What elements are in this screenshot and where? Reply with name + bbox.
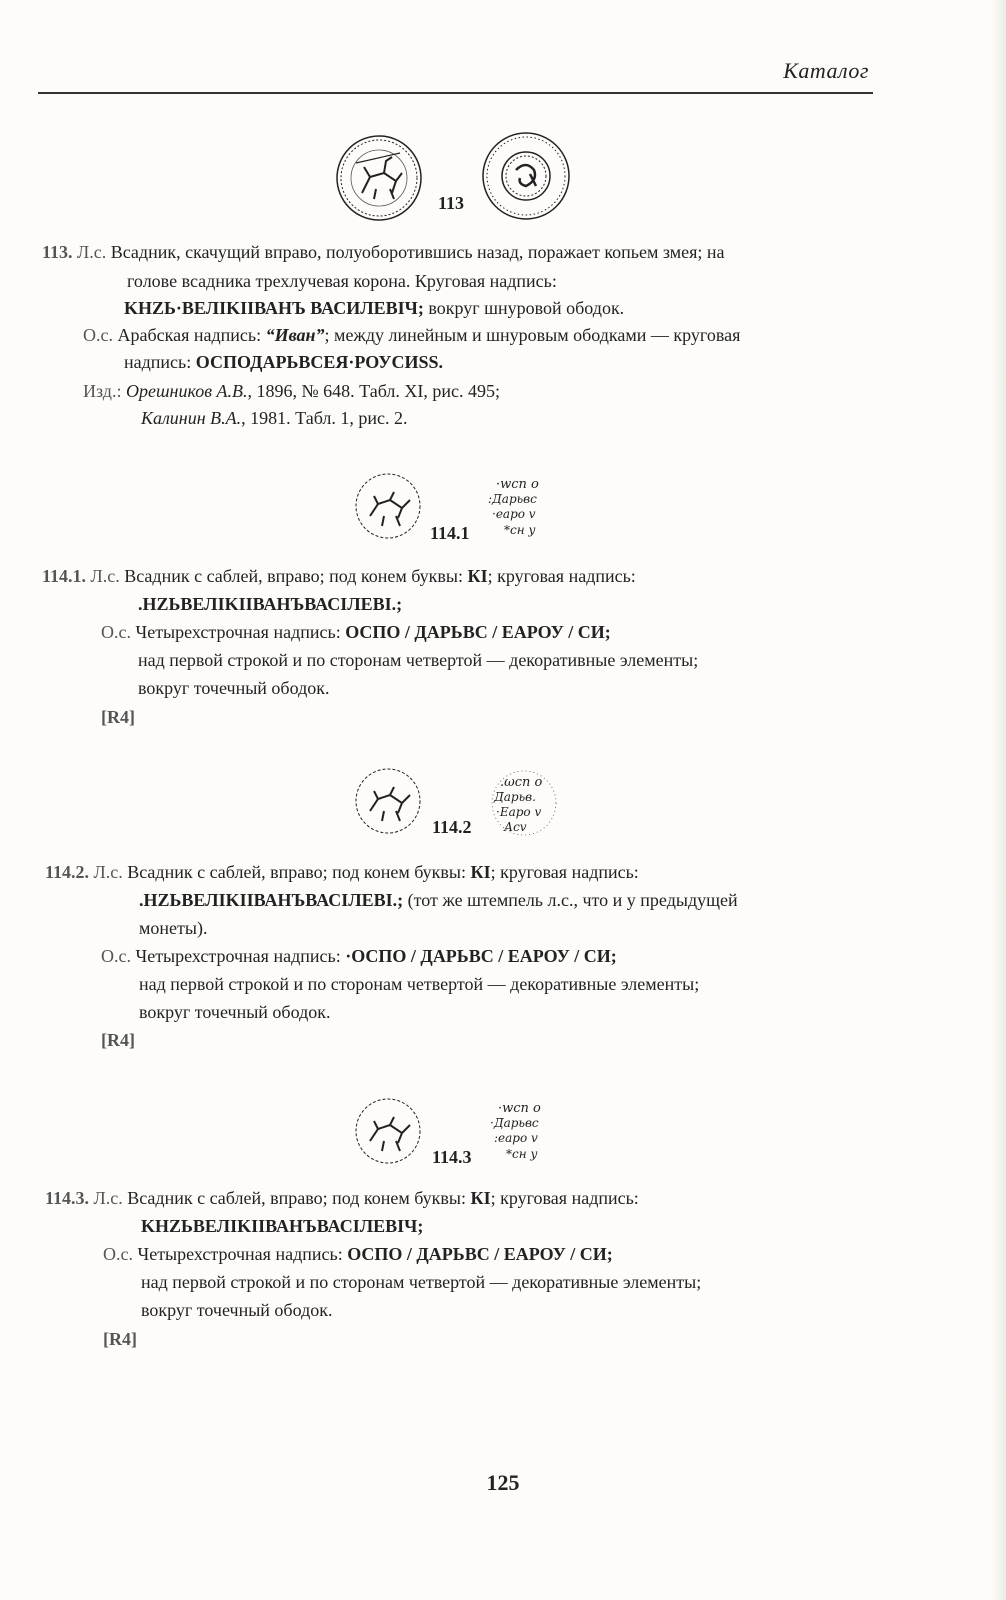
coin-114-3-reverse-drawing: [484, 1094, 568, 1166]
text: Четырехстрочная надпись:: [137, 1244, 348, 1264]
text: Арабская надпись:: [117, 325, 266, 345]
entry-114-3-line-4: над первой строкой и по сторонам четвертой — декоративные элементы;: [141, 1272, 702, 1292]
obverse-label: Л.с.: [93, 862, 123, 882]
entry-114-2-line-6: вокруг точечный ободок.: [139, 1002, 331, 1022]
reverse-label: О.с.: [103, 1244, 133, 1264]
coin-113-reverse-drawing: [480, 130, 572, 222]
entry-113-line-3: [124, 297, 624, 319]
entry-113-line-4: [83, 324, 740, 346]
letters: КI: [470, 1188, 491, 1208]
legend-text: KHZЬВЕЛIKIIВАНЪВАСIЛЕВIЧ;: [141, 1216, 424, 1236]
entry-114-2-line-4: [101, 945, 617, 967]
running-header: [38, 58, 873, 94]
rarity-label: [101, 1029, 135, 1051]
svg-text:·Еаро v: ·Еаро v: [496, 805, 542, 819]
reverse-label: О.с.: [101, 622, 131, 642]
coin-114-2-reverse-drawing: [486, 768, 562, 838]
svg-text:Асv: Асv: [504, 820, 527, 834]
text: Четырехстрочная надпись:: [135, 946, 346, 966]
entry-114-1-line-4: над первой строкой и по сторонам четвертой — декоративные элементы;: [138, 650, 699, 670]
reverse-label: О.с.: [101, 946, 131, 966]
entry-113-line-7: [141, 407, 408, 429]
entry-114-3-number: 114.3.: [45, 1188, 90, 1208]
coin-114-3-obverse-drawing: [352, 1095, 424, 1167]
entry-114-3-line-5: вокруг точечный ободок.: [141, 1300, 333, 1320]
entry-113-line-2: голове всадника трехлучевая корона. Круговая надпись:: [127, 271, 557, 291]
figure-label-114-2: 114.2: [432, 817, 472, 837]
obverse-label: Л.с.: [93, 1188, 123, 1208]
entry-114-3-line-3: [103, 1243, 613, 1265]
legend-text: .HZЬВЕЛIKIIВАНЪВАСIЛЕВI.;: [139, 890, 404, 910]
text: Всадник с саблей, вправо; под конем буквы:: [127, 1188, 471, 1208]
rarity-label: [101, 706, 135, 728]
svg-text::Дарьвс: :Дарьвс: [488, 492, 537, 506]
entry-114-2-number: 114.2.: [45, 862, 90, 882]
entry-114-1-line-3: [101, 621, 611, 643]
entry-114-1-line-2: [138, 593, 402, 615]
literature-label: Изд.:: [83, 381, 122, 401]
coin-114-1-reverse-drawing: [482, 470, 566, 542]
text: Всадник, скачущий вправо, полуоборотившись назад, поражает копьем змея; на: [110, 242, 725, 262]
entry-113-line-6: [83, 380, 500, 402]
text: Всадник с саблей, вправо; под конем буквы:: [124, 566, 468, 586]
entry-114-1-line-5: вокруг точечный ободок.: [138, 678, 330, 698]
reverse-label: О.с.: [83, 325, 113, 345]
entry-114-3-line-1: [45, 1187, 639, 1209]
text: , 1981. Табл. 1, рис. 2.: [241, 408, 408, 428]
svg-text:*сн y: *сн y: [504, 523, 536, 537]
entry-114-1-line-1: [42, 565, 636, 587]
text: (тот же штемпель л.с., что и у предыдущей: [403, 890, 738, 910]
entry-113-number: 113.: [42, 242, 73, 262]
svg-text:·wсп о: ·wсп о: [498, 1101, 541, 1116]
entry-113-line-1: [42, 241, 725, 263]
svg-text:*сн y: *сн y: [506, 1147, 538, 1161]
rarity-value: [R4]: [103, 1329, 137, 1349]
obverse-label: Л.с.: [77, 242, 107, 262]
rarity-value: [R4]: [101, 1030, 135, 1050]
svg-text::еаро v: :еаро v: [494, 1131, 538, 1145]
svg-text:Дарьв.: Дарьв.: [494, 790, 536, 804]
entry-114-2-line-3: монеты).: [139, 918, 208, 938]
coin-113-obverse-drawing: [334, 133, 424, 223]
text: ; между линейным и шнуровым ободками — круговая: [324, 325, 741, 345]
coin-114-2-obverse-drawing: [352, 765, 424, 837]
page-gutter-shadow: [992, 0, 1006, 1600]
letters: КI: [467, 566, 488, 586]
page-number: 125: [486, 1470, 520, 1495]
rarity-label: [103, 1328, 137, 1350]
text: вокруг шнуровой ободок.: [423, 298, 625, 318]
legend-text: ОСПОДАРЬВСЕЯ·РОУСИSS.: [195, 352, 443, 372]
legend-text: ОСПО / ДАРЬВС / ЕАРОУ / СИ;: [345, 622, 611, 642]
svg-text:·wсп о: ·wсп о: [496, 477, 539, 492]
author: Орешников А.В.: [125, 381, 248, 401]
text: Всадник с саблей, вправо; под конем буквы:: [127, 862, 471, 882]
entry-114-2-line-2: [139, 889, 738, 911]
obverse-label: Л.с.: [90, 566, 120, 586]
entry-114-1-number: 114.1.: [42, 566, 87, 586]
legend-text: .HZЬВЕЛIKIIВАНЪВАСIЛЕВI.;: [138, 594, 403, 614]
entry-114-3-line-2: [141, 1215, 423, 1237]
coin-114-1-obverse-drawing: [352, 470, 424, 542]
legend-text: ·ОСПО / ДАРЬВС / ЕАРОУ / СИ;: [345, 946, 617, 966]
entry-114-2-line-5: над первой строкой и по сторонам четвертой — декоративные элементы;: [139, 974, 700, 994]
header-title: Каталог: [783, 58, 869, 83]
figure-label-114-3: 114.3: [432, 1147, 472, 1167]
entry-113-line-5: [124, 351, 443, 373]
arabic-legend: “Иван”: [265, 325, 325, 345]
figure-label-114-1: 114.1: [430, 523, 470, 543]
letters: КI: [470, 862, 491, 882]
svg-text:·Дарьвс: ·Дарьвс: [490, 1116, 539, 1130]
figure-label-113: 113: [438, 193, 465, 213]
text: ; круговая надпись:: [490, 1188, 639, 1208]
legend-text: KHZЬ·ВЕЛIKIIВАНЪ ВАСИЛЕВIЧ;: [124, 298, 424, 318]
entry-114-2-line-1: [45, 861, 639, 883]
text: ; круговая надпись:: [487, 566, 636, 586]
text: , 1896, № 648. Табл. XI, рис. 495;: [247, 381, 501, 401]
text: ; круговая надпись:: [490, 862, 639, 882]
rarity-value: [R4]: [101, 707, 135, 727]
text: Четырехстрочная надпись:: [135, 622, 346, 642]
legend-text: ОСПО / ДАРЬВС / ЕАРОУ / СИ;: [347, 1244, 613, 1264]
text: надпись:: [124, 352, 196, 372]
author: Калинин В.А.: [141, 408, 242, 428]
svg-text:.ωсп о: .ωсп о: [500, 775, 543, 790]
svg-text:·еаро v: ·еаро v: [492, 507, 536, 521]
